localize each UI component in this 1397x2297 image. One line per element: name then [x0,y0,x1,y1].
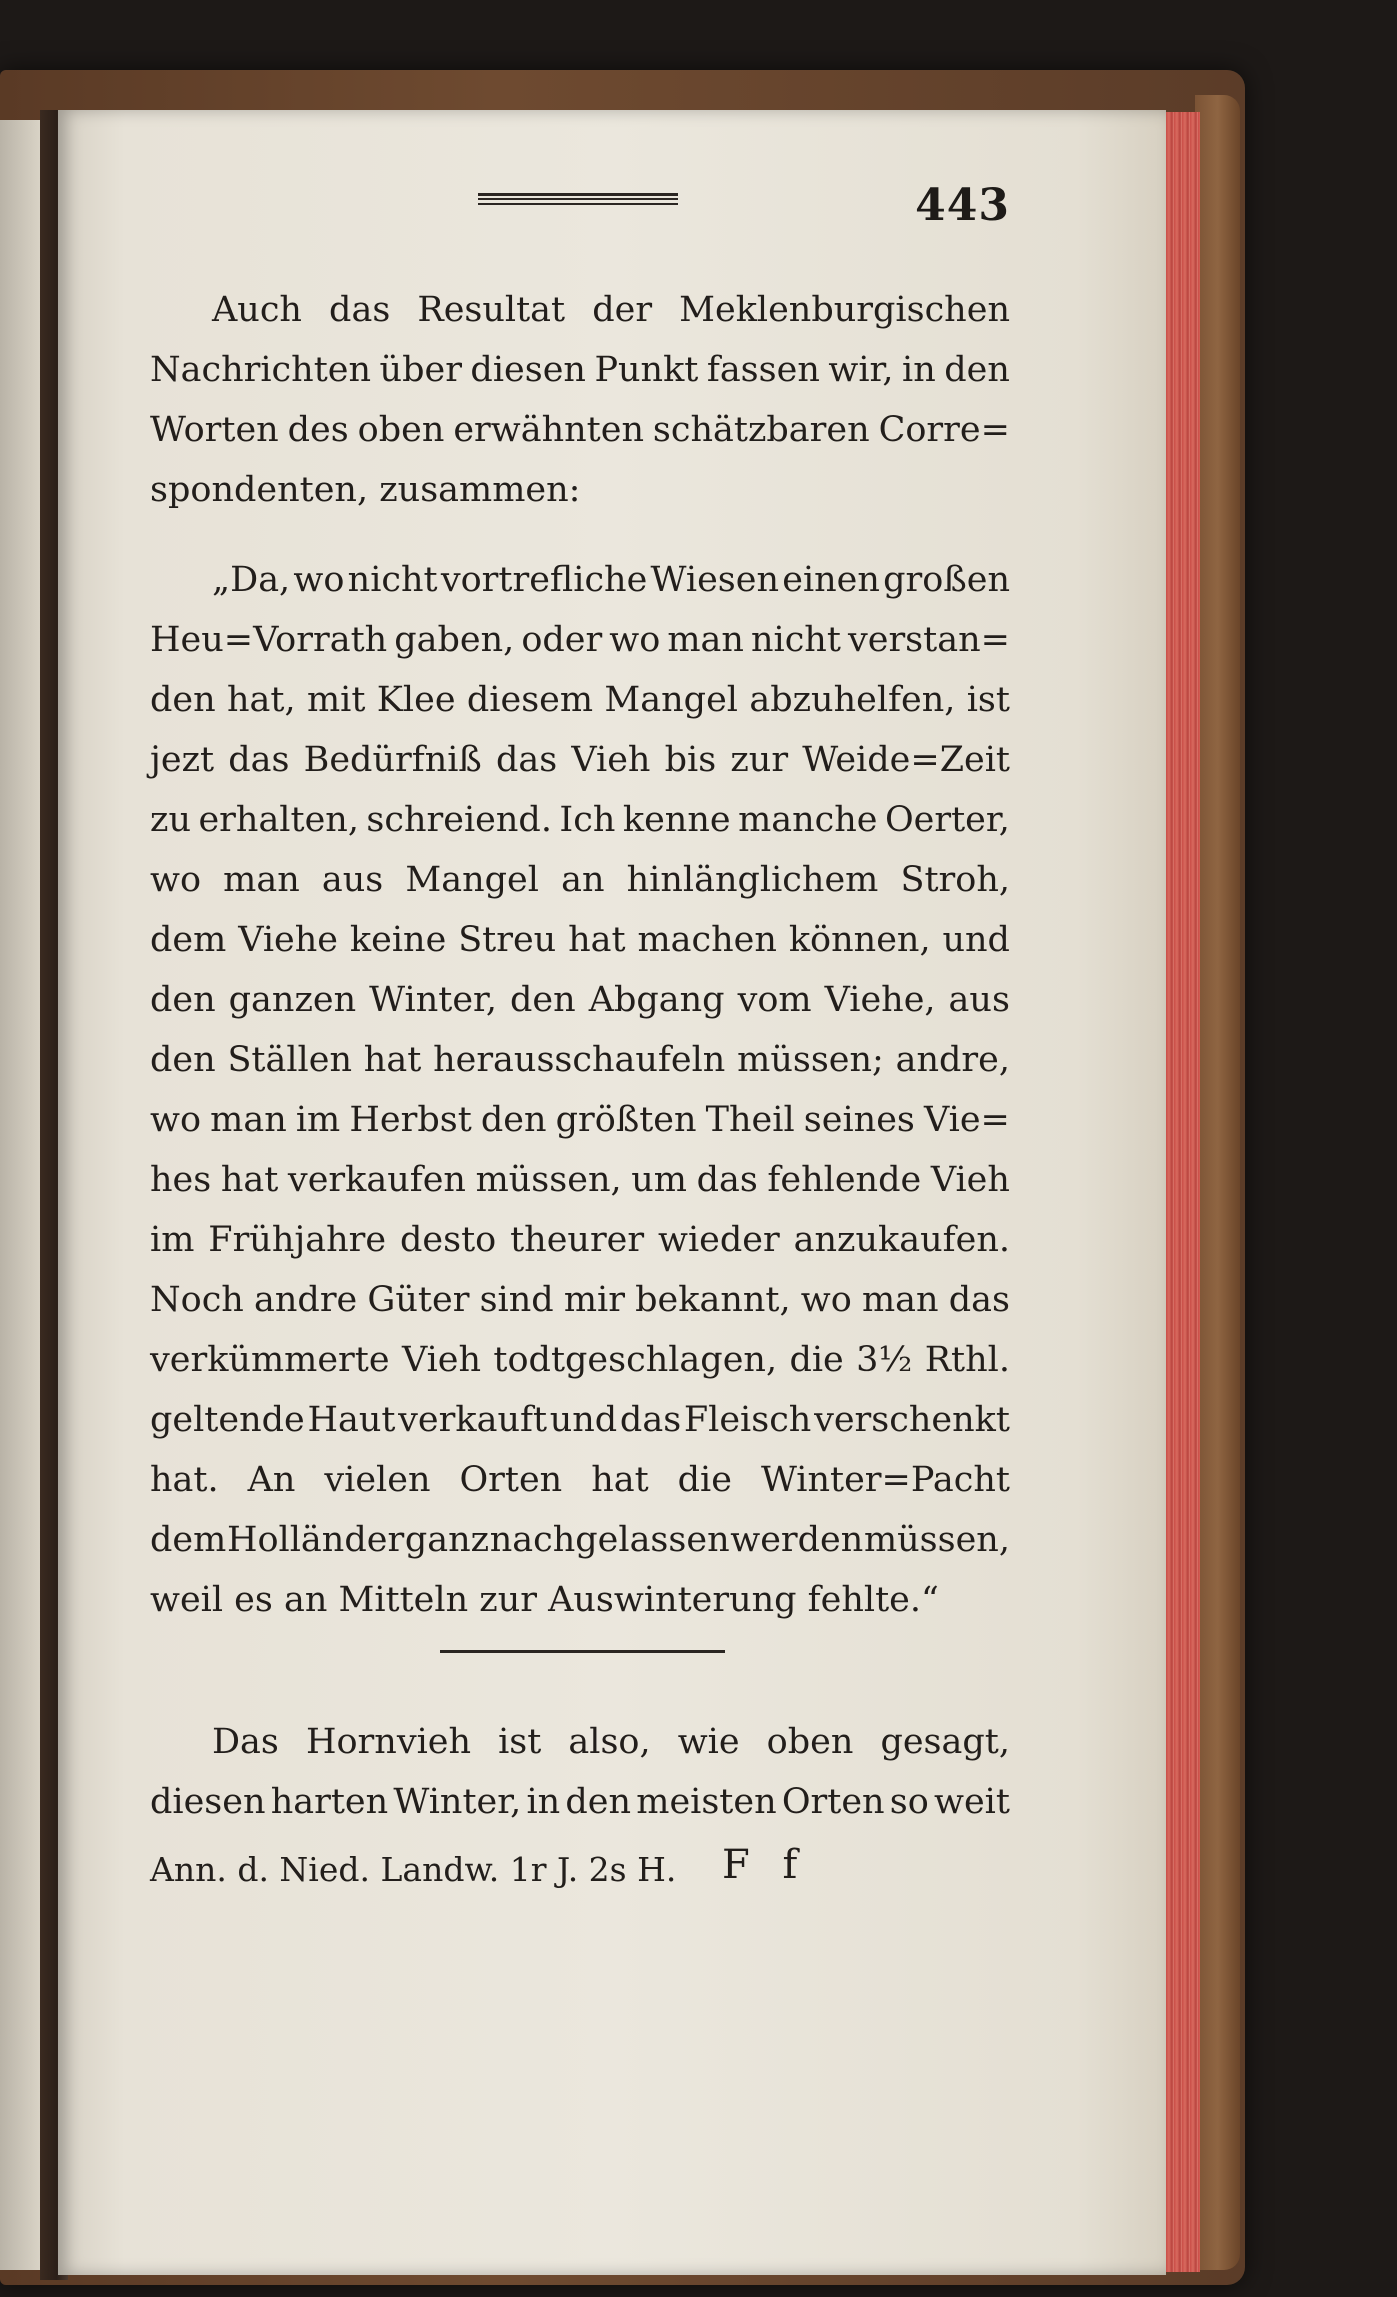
word: man [667,620,744,660]
word: wir, [828,350,894,390]
word: Winter=Pacht [760,1460,1010,1500]
word: den [150,680,216,720]
word: hat [363,1040,422,1080]
word: fassen [706,350,820,390]
word: ganzen [228,980,357,1020]
word: verkümmerte [150,1340,390,1380]
word: Mangel [405,860,539,900]
word: hat [591,1460,649,1500]
word: ist [966,680,1010,720]
word: verkaufen [287,1160,466,1200]
word: Orten [781,1782,885,1822]
text-line [150,1450,1010,1510]
word: ganz [404,1520,490,1560]
word: schreiend. [366,800,552,840]
word: Fleisch [683,1400,812,1440]
word: in [902,350,936,390]
word: Worten [150,410,279,450]
paragraph-2-quote [150,550,1010,1630]
word: aus [321,860,384,900]
word: diesen [150,1782,266,1822]
word: wo [150,1100,202,1140]
word: Oerter, [884,800,1010,840]
word: den [480,1100,547,1140]
word: manche [738,800,878,840]
page-number: 443 [915,180,1010,231]
word: desto [399,1220,497,1260]
word: vom [737,980,812,1020]
word: Rthl. [924,1340,1010,1380]
paragraph-1 [150,280,1010,520]
word: man [223,860,300,900]
word: Herbst [349,1100,472,1140]
footer-signature: Ann. d. Nied. Landw. 1r J. 2s H. [150,1850,677,1889]
word: diesem [466,680,594,720]
text-line [150,1330,1010,1390]
text-line [150,850,1010,910]
word: und [549,1400,618,1440]
word: man [861,1280,939,1320]
word: Wiesen [650,560,780,600]
text-line [150,1090,1010,1150]
word: Klee [376,680,456,720]
word: man [210,1100,287,1140]
word: zu [150,800,191,840]
word: hinlänglichem [626,860,879,900]
word: mit [306,680,366,720]
word: dem [150,1520,227,1560]
word: diesen [470,350,586,390]
word: den [565,1782,632,1822]
word: vortrefliche [440,560,648,600]
word: hes [150,1160,212,1200]
word: abzuhelfen, [749,680,956,720]
word: hat. [150,1460,219,1500]
text-line [150,280,1010,340]
word: Noch [150,1280,244,1320]
word: schätzbaren [652,410,870,450]
word: den [944,350,1010,390]
word: Viehe [238,920,339,960]
word: wie [677,1722,740,1762]
word: das [619,1400,682,1440]
word: der [592,290,653,330]
word: geltende [150,1400,305,1440]
text-line [150,730,1010,790]
word: wo [800,1280,852,1320]
word: bis [664,740,717,780]
word: hat [220,1160,279,1200]
word: Mangel [604,680,738,720]
text-line [150,550,1010,610]
word: mir [563,1280,625,1320]
word: Haut [307,1400,396,1440]
word: wo [150,860,202,900]
word: Vieh [401,1340,482,1380]
text-line: weil es an Mitteln zur Auswinterung fehlte.“ [150,1580,939,1620]
word: Vieh [930,1160,1010,1200]
word: Heu=Vorrath [150,620,388,660]
word: verschenkt [814,1400,1010,1440]
word: Vieh [571,740,651,780]
word: ist [498,1722,542,1762]
word: Bedürfniß [303,740,482,780]
sheet-signature-mark: F f [722,1842,808,1888]
word: weit [934,1782,1010,1822]
text-line [150,1210,1010,1270]
word: die [789,1340,844,1380]
word: um [631,1160,687,1200]
word: Punkt [594,350,699,390]
word: über [379,350,462,390]
word: im [150,1220,195,1260]
word: herausschaufeln [433,1040,726,1080]
word: machen [637,920,777,960]
word: können, [788,920,931,960]
word: Weide=Zeit [802,740,1010,780]
word: und [942,920,1010,960]
word: den [150,980,216,1020]
word: anzukaufen. [793,1220,1010,1260]
word: oben [766,1722,854,1762]
word: Winter, [369,980,498,1020]
text-line [150,1772,1010,1832]
word: größten [555,1100,697,1140]
word: Viehe, [824,980,936,1020]
word: andre [254,1280,358,1320]
word: das [228,740,290,780]
text-line [150,670,1010,730]
word: also, [568,1722,651,1762]
text-line [150,340,1010,400]
word: Streu [458,920,557,960]
word: nicht [347,560,438,600]
text-line [150,610,1010,670]
word: einen [782,560,880,600]
word: nicht [750,620,841,660]
word: Orten [459,1460,563,1500]
word: müssen, [863,1520,1010,1560]
word: todtgeschlagen, [493,1340,778,1380]
paragraph-3 [150,1712,1010,1832]
word: harten [270,1782,389,1822]
word: Das [212,1722,279,1762]
word: jezt [150,740,215,780]
word: dem [150,920,227,960]
word: gaben, [394,620,515,660]
word: Hornvieh [305,1722,472,1762]
word: An [247,1460,296,1500]
word: Vie= [923,1100,1010,1140]
word: oder [521,620,603,660]
word: an [561,860,605,900]
word: wo [609,620,661,660]
word: Resultat [417,290,566,330]
left-page-edge [0,120,42,2270]
word: das [948,1280,1010,1320]
word: hat, [227,680,296,720]
word: das [696,1160,758,1200]
text-line [150,1270,1010,1330]
text-line [150,1030,1010,1090]
section-rule [440,1650,725,1653]
word: wo [293,560,345,600]
word: wieder [658,1220,780,1260]
word: verkauft [398,1400,548,1440]
word: seines [803,1100,915,1140]
word: Ställen [227,1040,353,1080]
word: vielen [324,1460,431,1500]
text-line [150,400,1010,460]
word: Stroh, [900,860,1010,900]
word: den [510,980,576,1020]
page-edge-red [1166,112,1200,2272]
text-line [150,1390,1010,1450]
word: Corre= [878,410,1010,450]
word: aus [948,980,1010,1020]
word: Frühjahre [208,1220,387,1260]
word: verstan= [847,620,1010,660]
word: müssen, [475,1160,622,1200]
word: das [495,740,558,780]
word: werden [730,1520,864,1560]
word: „Da, [212,560,291,600]
word: kenne [622,800,731,840]
word: nachgelassen [489,1520,730,1560]
word: fehlende [767,1160,922,1200]
word: im [295,1100,341,1140]
word: theurer [510,1220,645,1260]
word: andre, [895,1040,1010,1080]
word: Holländer [226,1520,405,1560]
text-line [150,910,1010,970]
text-line [150,1510,1010,1570]
word: großen [883,560,1010,600]
word: meisten [636,1782,777,1822]
word: des [287,410,349,450]
word: Ich [559,800,616,840]
word: gesagt, [880,1722,1010,1762]
word: Theil [705,1100,795,1140]
text-line [150,1150,1010,1210]
header-rule [478,193,678,205]
text-line [150,790,1010,850]
word: das [329,290,391,330]
word: Auch [212,290,302,330]
word: keine [349,920,447,960]
text-line [150,970,1010,1030]
word: so [889,1782,929,1822]
word: Nachrichten [150,350,372,390]
word: Meklenburgischen [679,290,1010,330]
text-line [150,1712,1010,1772]
word: erhalten, [198,800,359,840]
word: oben [357,410,445,450]
word: sind [479,1280,554,1320]
word: müssen; [737,1040,884,1080]
word: Güter [367,1280,470,1320]
word: Abgang [588,980,725,1020]
word: in [526,1782,561,1822]
word: hat [568,920,626,960]
word: den [150,1040,216,1080]
word: Winter, [393,1782,522,1822]
word: die [677,1460,732,1500]
word: 3½ [856,1340,913,1380]
text-line: spondenten, zusammen: [150,470,581,510]
book-cover-edge [1195,95,1240,2270]
word: zur [730,740,789,780]
word: erwähnten [453,410,644,450]
word: bekannt, [635,1280,791,1320]
